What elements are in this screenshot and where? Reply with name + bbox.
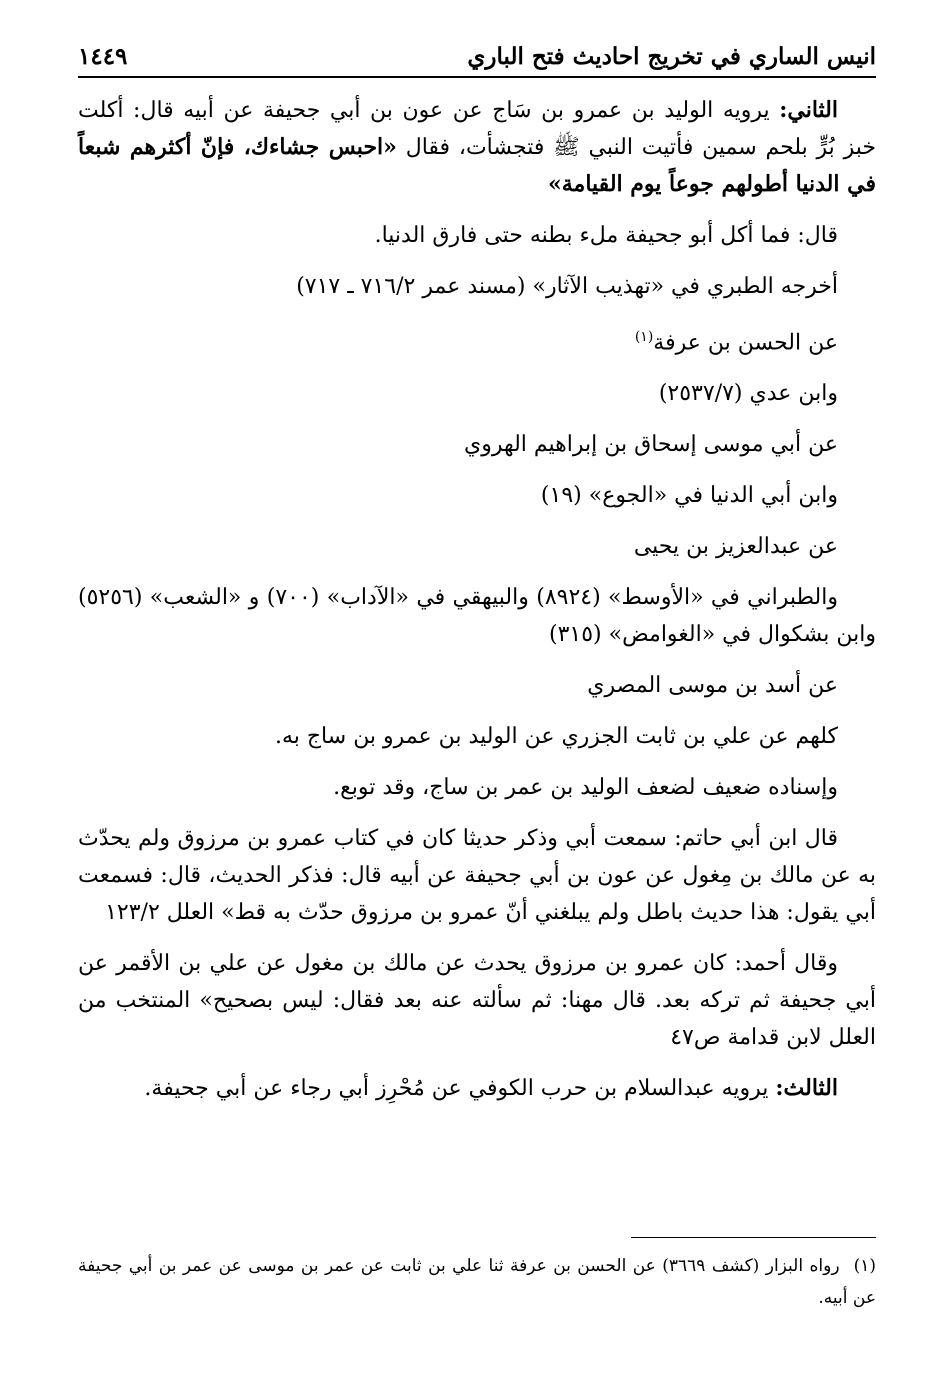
hadith-quote: «احبس جشاءك، فإنّ أكثرهم شبعاً في الدنيا أطولهم جوعاً يوم القيامة» [78,134,876,197]
paragraph: أخرجه الطبري في «تهذيب الآثار» (مسند عمر ٧١٦/٢ ـ ٧١٧) [296,274,838,299]
paragraph: وابن أبي الدنيا في «الجوع» (١٩) [540,483,838,509]
paragraph-text: عن الحسن بن عرفة [653,330,838,356]
main-text [78,92,876,1121]
paragraph: قال ابن أبي حاتم: سمعت أبي وذكر حديثا كان في كتاب عمرو بن مرزوق ولم يحدّث به عن مالك بن مِغول عن عون بن أبي جحيفة عن أبيه قال: فذكر الحديث، قال: فسمعت أبي يقول: هذا حديث باطل ولم يبلغني أنّ عمرو بن مرزوق حدّث به قط» العلل ١٢٣/٢ [78,826,876,926]
paragraph: وقال أحمد: كان عمرو بن مرزوق يحدث عن مالك بن مغول عن علي بن الأقمر عن أبي جحيفة ثم تركه بعد. قال مهنا: ثم سألته عنه بعد فقال: ليس بصحيح» المنتخب من العلل لابن قدامة ص٤٧ [78,951,876,1051]
footnote-divider [631,1237,876,1238]
section-lead: الثاني: [779,97,838,123]
paragraph: والطبراني في «الأوسط» (٨٩٢٤) والبيهقي في «الآداب» (٧٠٠) و «الشعب» (٥٢٥٦) وابن بشكوال في «الغوامض» (٣١٥) [78,585,876,648]
paragraph [78,319,876,361]
paragraph: وابن عدي (٢٥٣٧/٧) [658,381,838,407]
footnote-text: رواه البزار (كشف ٣٦٦٩) عن الحسن بن عرفة ثنا علي بن ثابت عن عمر بن موسى عن عمر بن أبي جحيفة عن أبيه. [78,1256,876,1308]
running-header [78,38,876,74]
book-title: انيس الساري في تخريج احاديث فتح الباري [467,42,876,70]
section-lead: الثالث: [775,1075,838,1102]
page-number: ١٤٤٩ [78,42,128,70]
footnote [78,1250,876,1314]
paragraph: كلهم عن علي بن ثابت الجزري عن الوليد بن عمرو بن ساج به. [274,724,838,750]
paragraph: وإسناده ضعيف لضعف الوليد بن عمر بن ساج، وقد توبع. [333,775,838,801]
footnote-number: (١) [853,1256,876,1276]
paragraph-second-narration [78,92,876,203]
paragraph: عن أسد بن موسى المصري [587,673,838,699]
paragraph-text: يرويه عبدالسلام بن حرب الكوفي عن مُحْرِز أبي رجاء عن أبي جحيفة. [144,1076,776,1102]
paragraph-text: يرويه الوليد بن عمرو بن سَاج عن عون بن أبي جحيفة عن أبيه قال: أكلت خبز بُرٍّ بلحم سمين فأتيت النبي ﷺ فتجشأت، فقال [78,98,876,160]
footnote-marker: (١) [634,329,654,345]
paragraph: عن أبي موسى إسحاق بن إبراهيم الهروي [463,432,838,458]
paragraph: عن عبدالعزيز بن يحيى [633,534,838,560]
header-divider [78,76,876,78]
paragraph-third-narration [78,1070,876,1107]
paragraph: قال: فما أكل أبو جحيفة ملء بطنه حتى فارق الدنيا. [374,223,838,248]
